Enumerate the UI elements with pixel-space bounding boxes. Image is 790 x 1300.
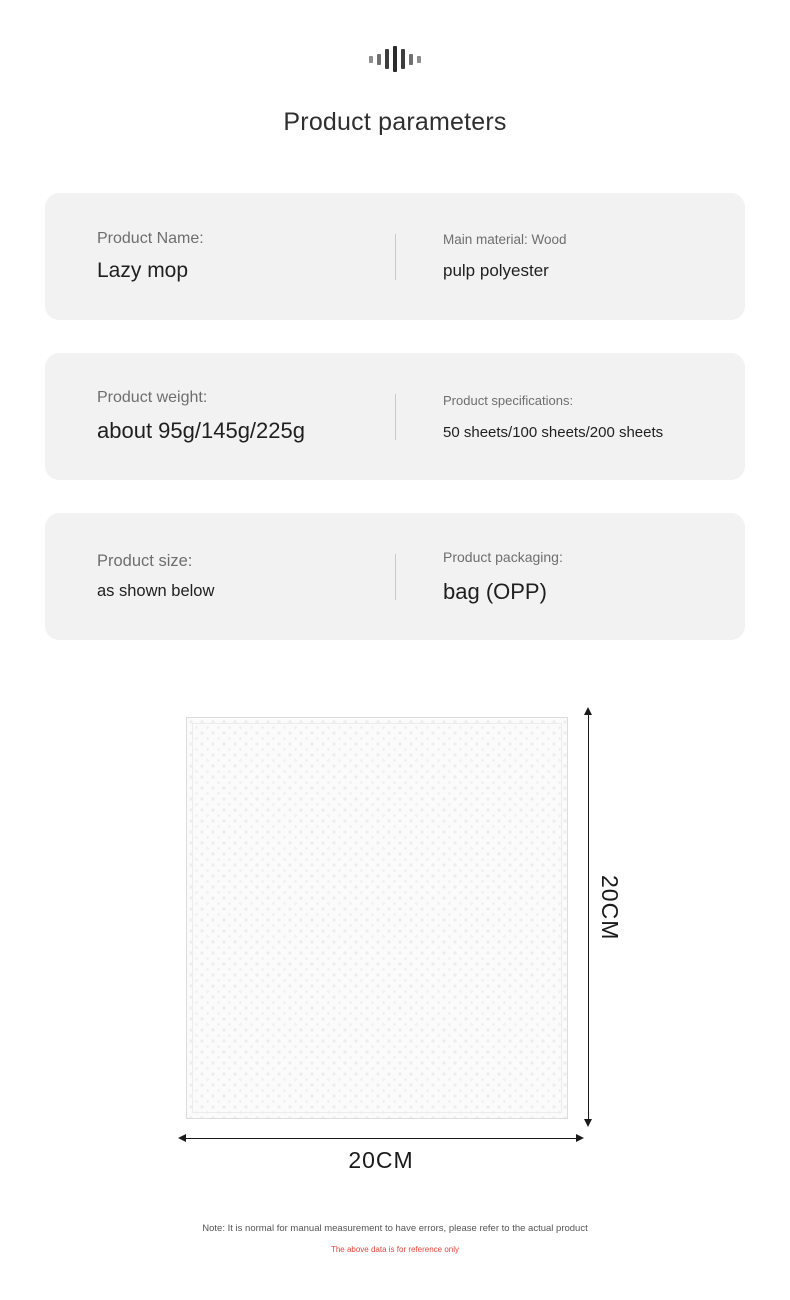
parameter-value: about 95g/145g/225g xyxy=(97,418,305,443)
product-size-diagram xyxy=(0,700,790,1220)
parameter-cell-right xyxy=(443,232,743,281)
parameter-label: Product size: xyxy=(97,552,193,570)
parameter-card xyxy=(45,513,745,640)
parameter-label: Product specifications: xyxy=(443,392,574,408)
horizontal-dimension-arrow xyxy=(185,1138,577,1139)
parameter-cell-left xyxy=(97,230,387,283)
bar-icon xyxy=(393,46,397,72)
parameter-label: Product weight: xyxy=(97,389,208,406)
parameter-value: as shown below xyxy=(97,582,215,600)
card-divider xyxy=(395,554,396,600)
parameter-card-list xyxy=(45,193,745,673)
card-divider xyxy=(395,394,396,440)
parameter-cell-right xyxy=(443,393,743,441)
parameter-cell-left xyxy=(97,552,387,601)
bar-icon xyxy=(369,56,373,63)
parameter-card xyxy=(45,193,745,320)
bar-icon xyxy=(385,49,389,69)
parameter-cell-left xyxy=(97,389,387,444)
vertical-dimension-label: 20CM xyxy=(597,875,623,941)
horizontal-dimension-label: 20CM xyxy=(348,1147,414,1173)
vertical-dimension-arrow xyxy=(588,714,589,1120)
parameter-value: pulp polyester xyxy=(443,261,549,280)
sheet-inner-border xyxy=(192,723,562,1113)
card-divider xyxy=(395,234,396,280)
parameter-value: bag (OPP) xyxy=(443,578,547,604)
parameter-label: Product Name: xyxy=(97,230,204,247)
parameter-value: 50 sheets/100 sheets/200 sheets xyxy=(443,423,664,441)
parameter-label: Product packaging: xyxy=(443,548,563,565)
measurement-note: Note: It is normal for manual measurement to have errors, please refer to the actual product xyxy=(202,1223,588,1234)
product-sheet-image xyxy=(186,717,568,1119)
reference-disclaimer: The above data is for reference only xyxy=(330,1245,460,1254)
bar-icon xyxy=(417,56,421,63)
decorative-bars xyxy=(0,46,790,72)
bar-icon xyxy=(401,49,405,69)
bar-icon xyxy=(409,54,413,65)
parameter-label: Main material: Wood xyxy=(443,232,567,247)
bar-icon xyxy=(377,54,381,65)
parameter-cell-right xyxy=(443,549,743,605)
parameter-card xyxy=(45,353,745,480)
parameter-value: Lazy mop xyxy=(97,259,189,282)
page-title: Product parameters xyxy=(283,108,507,136)
